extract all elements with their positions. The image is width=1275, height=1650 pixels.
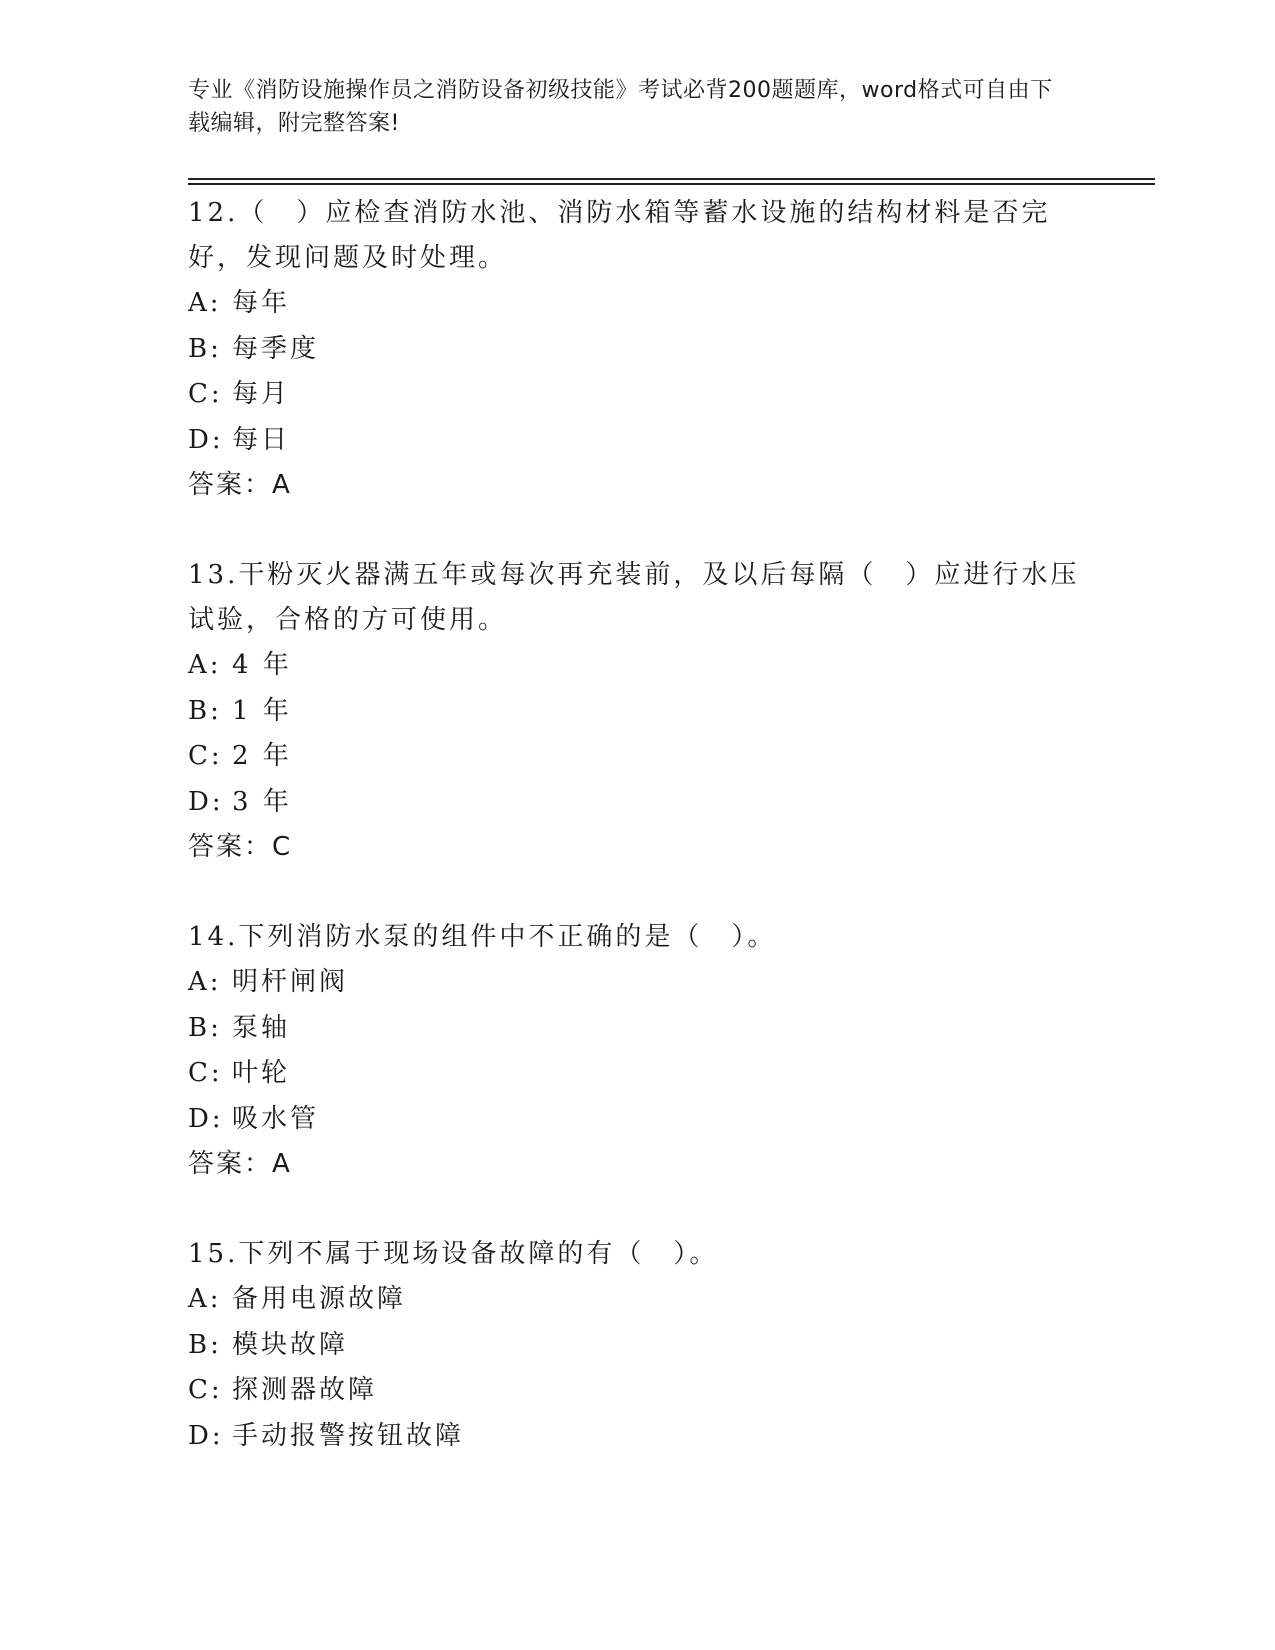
option-b <box>188 327 1088 373</box>
option-text: 3 年 <box>232 786 292 817</box>
answer-label: 答案： <box>188 832 273 862</box>
option-b <box>188 1323 1088 1369</box>
answer-value: C <box>272 832 293 862</box>
option-c <box>188 1051 1088 1097</box>
option-text: 每日 <box>232 424 291 455</box>
option-text: 每年 <box>232 288 291 318</box>
option-key: A: <box>188 1284 222 1314</box>
option-key: B: <box>188 1012 222 1043</box>
option-a <box>188 960 1088 1006</box>
option-text: 1 年 <box>232 695 292 726</box>
answer-line <box>188 1142 1088 1187</box>
option-text: 每季度 <box>232 333 320 364</box>
answer-value: A <box>272 470 292 500</box>
option-key: D: <box>188 1420 224 1451</box>
option-text: 手动报警按钮故障 <box>232 1420 465 1451</box>
question-list <box>188 191 1088 1504</box>
option-a <box>188 1277 1088 1323</box>
option-key: A: <box>188 288 222 318</box>
option-b <box>188 1006 1088 1052</box>
option-key: A: <box>188 650 222 680</box>
question-item <box>188 191 1088 508</box>
option-key: C: <box>188 741 223 771</box>
option-key: D: <box>188 1103 224 1134</box>
option-b <box>188 689 1088 735</box>
option-key: A: <box>188 967 222 997</box>
header-divider-top <box>188 178 1155 180</box>
question-item <box>188 553 1088 870</box>
option-key: B: <box>188 695 222 726</box>
option-d <box>188 1414 1088 1460</box>
question-item <box>188 915 1088 1187</box>
option-key: C: <box>188 1375 223 1405</box>
option-text: 叶轮 <box>232 1058 291 1088</box>
option-a <box>188 281 1088 327</box>
option-key: D: <box>188 424 224 455</box>
question-stem: 15.下列不属于现场设备故障的有（ ）。 <box>188 1239 719 1269</box>
option-key: C: <box>188 379 223 409</box>
document-title: 专业《消防设施操作员之消防设备初级技能》考试必背200题题库，word格式可自由下载编辑，附完整答案! <box>188 78 1053 136</box>
option-text: 备用电源故障 <box>232 1284 407 1314</box>
header-divider-bottom <box>188 183 1155 185</box>
question-stem: 14.下列消防水泵的组件中不正确的是（ ）。 <box>188 922 777 952</box>
option-d <box>188 1097 1088 1143</box>
option-text: 每月 <box>232 379 291 409</box>
option-key: C: <box>188 1058 223 1088</box>
option-key: B: <box>188 1329 222 1360</box>
option-text: 2 年 <box>232 741 292 771</box>
option-a <box>188 643 1088 689</box>
option-text: 吸水管 <box>232 1103 320 1134</box>
question-stem: 12.（ ）应检查消防水池、消防水箱等蓄水设施的结构材料是否完好，发现问题及时处理。 <box>188 198 1051 273</box>
question-item <box>188 1232 1088 1459</box>
option-key: B: <box>188 333 222 364</box>
answer-line <box>188 825 1088 870</box>
answer-label: 答案： <box>188 1149 273 1179</box>
option-text: 4 年 <box>232 650 292 680</box>
option-key: D: <box>188 786 224 817</box>
answer-value: A <box>272 1149 292 1179</box>
option-c <box>188 734 1088 780</box>
answer-line <box>188 463 1088 508</box>
option-c <box>188 1368 1088 1414</box>
question-stem: 13.干粉灭火器满五年或每次再充装前，及以后每隔（ ）应进行水压试验，合格的方可使用。 <box>188 560 1080 635</box>
option-c <box>188 372 1088 418</box>
option-text: 明杆闸阀 <box>232 967 349 997</box>
option-text: 模块故障 <box>232 1329 349 1360</box>
option-text: 泵轴 <box>232 1012 291 1043</box>
answer-label: 答案： <box>188 470 273 500</box>
option-d <box>188 418 1088 464</box>
option-d <box>188 780 1088 826</box>
option-text: 探测器故障 <box>232 1375 378 1405</box>
